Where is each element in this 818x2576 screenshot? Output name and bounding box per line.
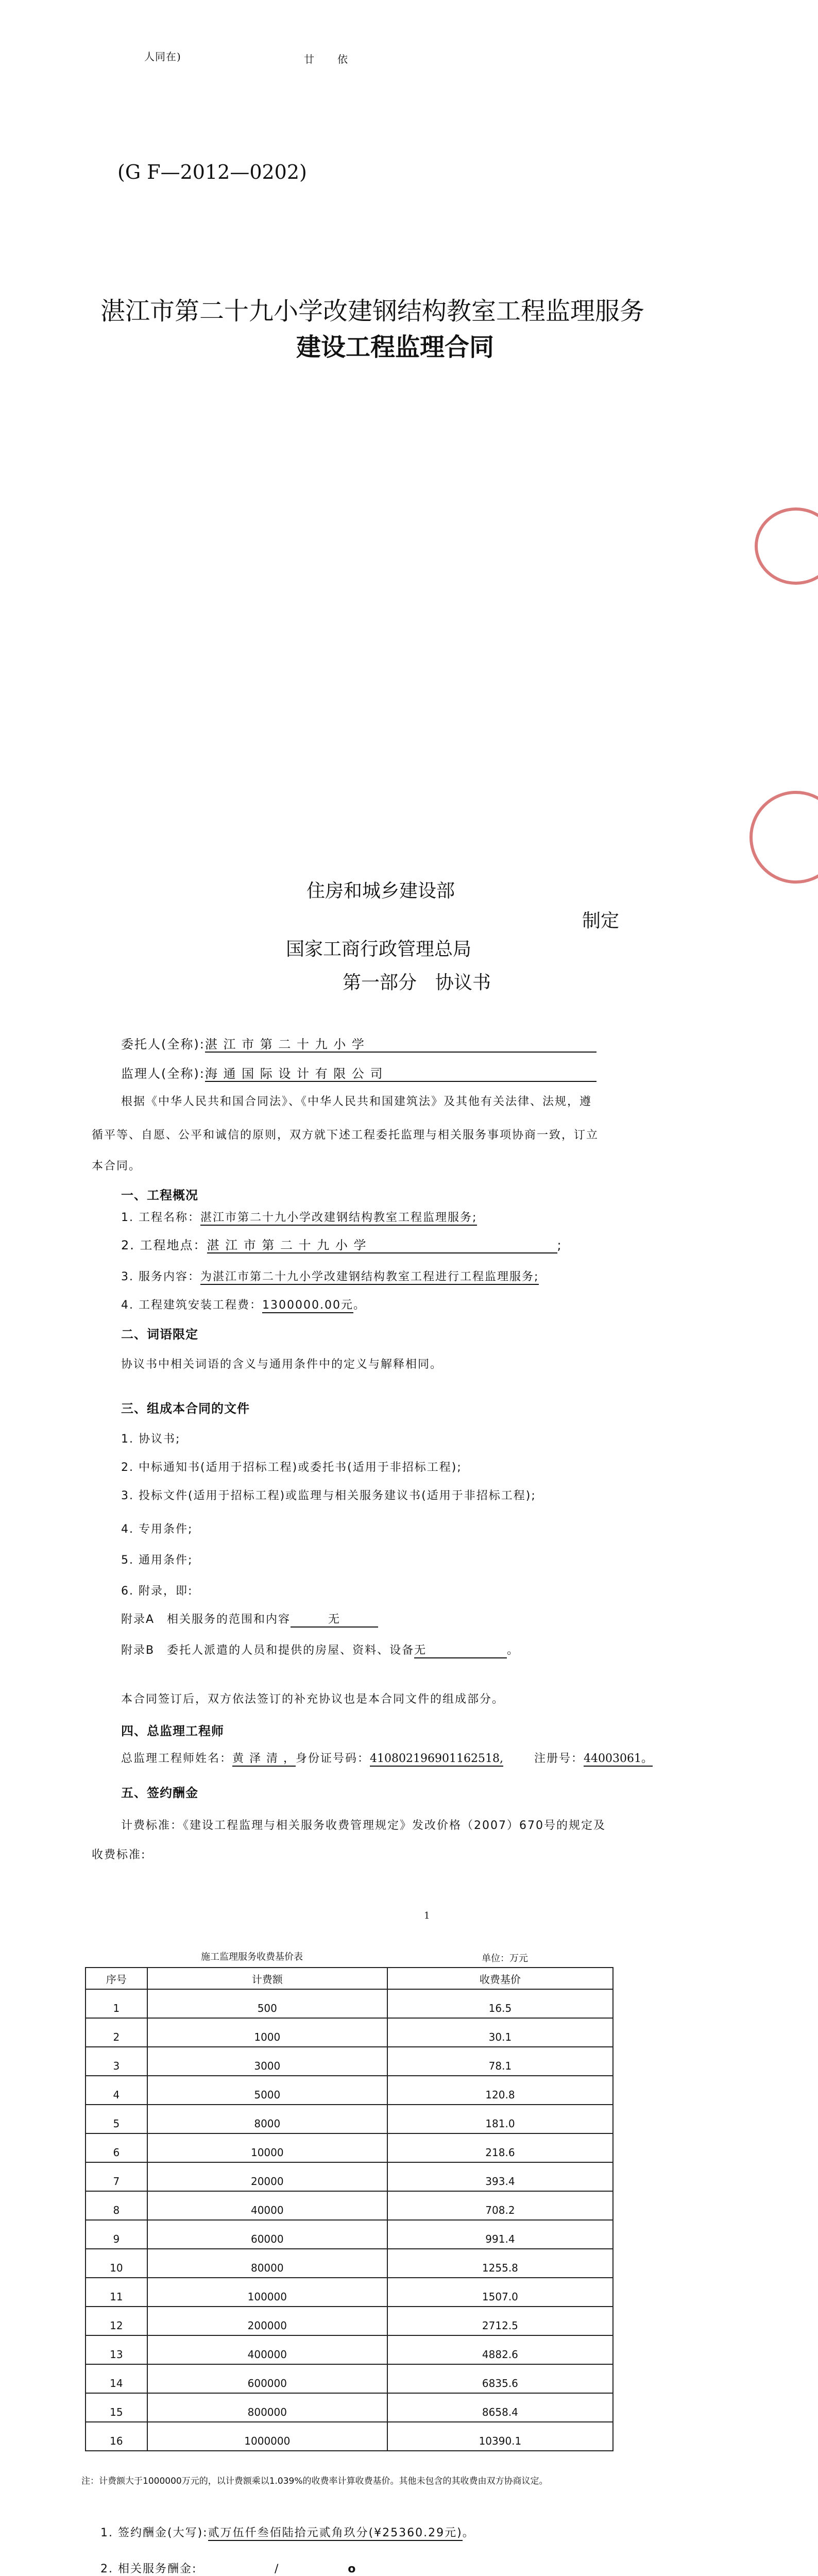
fee-table-note: 注：计费额大于1000000万元的，以计费额乘以1.039%的收费率计算收费基价。其他未包含的其收费由双方协商议定。 (81, 2476, 548, 2486)
related-fee-suffix: o (348, 2563, 357, 2575)
fee-table-title: 施工监理服务收费基价表 (201, 1952, 303, 1962)
client-row (121, 1038, 597, 1053)
signing-fee-value: 贰万伍仟叁佰陆拾元贰角玖分(¥25360.29元) (208, 2528, 463, 2541)
fee-row-index: 14 (86, 2364, 147, 2393)
appendix-b-value: 无 (414, 1645, 507, 1658)
fee-row-base-price: 6835.6 (387, 2364, 613, 2393)
service-content-label: 3. 服务内容： (121, 1270, 200, 1283)
fee-row-amount: 100000 (147, 2278, 387, 2307)
fee-table-header-cell: 序号 (86, 1968, 147, 1989)
fee-table-row (86, 2047, 613, 2076)
fee-table-row (86, 2393, 613, 2422)
fee-table (85, 1967, 614, 2451)
doc-item-6: 6. 附录，即: (121, 1585, 193, 1598)
fee-table-row (86, 2076, 613, 2105)
fee-table-header-cell: 收费基价 (387, 1968, 613, 1989)
chief-id-value: 410802196901162518, (370, 1753, 503, 1767)
fee-row-amount: 3000 (147, 2047, 387, 2076)
fee-row-base-price: 393.4 (387, 2162, 613, 2191)
fee-row-amount: 1000000 (147, 2422, 387, 2451)
part-title: 第一部分 协议书 (343, 972, 491, 993)
chief-reg-value: 44003061。 (584, 1753, 653, 1767)
fee-row-amount: 800000 (147, 2393, 387, 2422)
signing-fee-row (100, 2528, 475, 2541)
project-title: 湛江市第二十九小学改建钢结构教室工程监理服务 (100, 297, 645, 326)
related-fee-label: 2. 相关服务酬金: (100, 2563, 197, 2575)
fee-row-amount: 1000 (147, 2018, 387, 2047)
install-fee-row (121, 1300, 366, 1313)
fee-row-amount: 8000 (147, 2105, 387, 2133)
fee-row-index: 13 (86, 2335, 147, 2364)
fee-row-index: 8 (86, 2191, 147, 2220)
fee-row-base-price: 2712.5 (387, 2307, 613, 2335)
doc-item-4: 4. 专用条件; (121, 1523, 193, 1536)
chief-name-label: 总监理工程师姓名： (121, 1752, 233, 1765)
install-fee-suffix: 。 (353, 1299, 366, 1312)
chief-reg-label: 注册号： (534, 1752, 584, 1765)
related-fee-row (100, 2564, 356, 2575)
fee-row-amount: 500 (147, 1989, 387, 2018)
client-value: 湛 江 市 第 二 十 九 小 学 (205, 1038, 597, 1053)
fee-row-base-price: 16.5 (387, 1989, 613, 2018)
fee-row-index: 4 (86, 2076, 147, 2105)
doc-item-5: 5. 通用条件; (121, 1554, 193, 1567)
doc-item-3: 3. 投标文件(适用于招标工程)或监理与相关服务建议书(适用于非招标工程); (121, 1489, 536, 1502)
fee-table-row (86, 2105, 613, 2133)
fee-row-index: 3 (86, 2047, 147, 2076)
appendix-a-value: 无 (291, 1614, 378, 1628)
signing-fee-label: 1. 签约酬金(大写): (100, 2527, 208, 2539)
fee-table-row (86, 2162, 613, 2191)
fee-row-base-price: 8658.4 (387, 2393, 613, 2422)
related-fee-value: / (274, 2563, 280, 2575)
fee-table-row (86, 2335, 613, 2364)
fee-row-amount: 60000 (147, 2220, 387, 2249)
contract-code: (G F—2012—0202) (117, 161, 307, 183)
cover-fragment-left: 人同在) (144, 50, 181, 63)
preamble-line-3: 本合同。 (92, 1160, 142, 1173)
appendix-b-row (121, 1645, 519, 1658)
fee-row-amount: 40000 (147, 2191, 387, 2220)
fee-row-index: 10 (86, 2249, 147, 2278)
fee-row-base-price: 10390.1 (387, 2422, 613, 2451)
fee-row-index: 9 (86, 2220, 147, 2249)
client-label: 委托人(全称): (121, 1037, 205, 1052)
issuer-made: 制定 (582, 910, 620, 931)
fee-row-base-price: 1255.8 (387, 2249, 613, 2278)
fee-row-index: 1 (86, 1989, 147, 2018)
project-location-label: 2. 工程地点： (121, 1238, 207, 1252)
section-2-heading: 二、词语限定 (121, 1327, 198, 1342)
edge-stamp-upper (755, 507, 818, 585)
fee-table-row (86, 2422, 613, 2451)
fee-row-index: 11 (86, 2278, 147, 2307)
doc-item-2: 2. 中标通知书(适用于招标工程)或委托书(适用于非招标工程); (121, 1461, 462, 1474)
section-5-heading: 五、签约酬金 (121, 1786, 198, 1800)
fee-row-base-price: 218.6 (387, 2133, 613, 2162)
fee-row-index: 6 (86, 2133, 147, 2162)
section-4-heading: 四、总监理工程师 (121, 1724, 224, 1738)
fee-row-index: 2 (86, 2018, 147, 2047)
fee-table-row (86, 2191, 613, 2220)
fee-table-header-cell: 计费额 (147, 1968, 387, 1989)
contract-title: 建设工程监理合同 (296, 333, 495, 362)
fee-row-index: 12 (86, 2307, 147, 2335)
preamble-line-1: 根据《中华人民共和国合同法》、《中华人民共和国建筑法》及其他有关法律、法规，遵 (121, 1095, 592, 1108)
supplement-text: 本合同签订后，双方依法签订的补充协议也是本合同文件的组成部分。 (121, 1693, 505, 1706)
appendix-a-label: 附录A 相关服务的范围和内容 (121, 1613, 291, 1626)
supervisor-row (121, 1067, 597, 1082)
fee-table-row (86, 2307, 613, 2335)
fee-row-amount: 200000 (147, 2307, 387, 2335)
section-1-heading: 一、工程概况 (121, 1188, 198, 1202)
service-content-value: 为湛江市第二十九小学改建钢结构教室工程进行工程监理服务; (200, 1272, 539, 1285)
fee-row-base-price: 181.0 (387, 2105, 613, 2133)
cover-fragment-mid-2: 依 (337, 53, 348, 65)
page-number-1: 1 (424, 1910, 430, 1921)
edge-stamp-lower (749, 791, 818, 884)
section-3-heading: 三、组成本合同的文件 (121, 1401, 250, 1416)
fee-row-base-price: 708.2 (387, 2191, 613, 2220)
section-2-text: 协议书中相关词语的含义与通用条件中的定义与解释相同。 (121, 1358, 443, 1371)
signing-fee-suffix: 。 (462, 2527, 475, 2539)
fee-row-base-price: 78.1 (387, 2047, 613, 2076)
fee-row-index: 16 (86, 2422, 147, 2451)
fee-table-row (86, 2249, 613, 2278)
fee-standard-line-1: 计费标准：《建设工程监理与相关服务收费管理规定》发改价格（2007）670号的规定及 (121, 1819, 606, 1832)
appendix-a-row (121, 1614, 378, 1628)
fee-row-base-price: 120.8 (387, 2076, 613, 2105)
fee-row-amount: 5000 (147, 2076, 387, 2105)
project-location-suffix: ; (557, 1238, 563, 1252)
supervisor-label: 监理人(全称): (121, 1066, 205, 1081)
appendix-b-suffix: 。 (507, 1644, 520, 1657)
fee-row-amount: 80000 (147, 2249, 387, 2278)
fee-row-index: 15 (86, 2393, 147, 2422)
doc-item-1: 1. 协议书; (121, 1433, 181, 1446)
fee-row-amount: 400000 (147, 2335, 387, 2364)
project-location-value: 湛 江 市 第 二 十 九 小 学 (207, 1239, 557, 1253)
preamble-line-2: 循平等、自愿、公平和诚信的原则，双方就下述工程委托监理与相关服务事项协商一致，订立 (92, 1129, 599, 1142)
fee-row-amount: 20000 (147, 2162, 387, 2191)
chief-name-value: 黄 泽 清 ， (232, 1753, 296, 1767)
project-location-row (121, 1239, 563, 1253)
fee-standard-line-2: 收费标准: (92, 1849, 146, 1861)
fee-table-row (86, 2278, 613, 2307)
fee-row-base-price: 991.4 (387, 2220, 613, 2249)
fee-table-unit: 单位：万元 (482, 1953, 528, 1964)
appendix-b-label: 附录B 委托人派遣的人员和提供的房屋、资料、设备 (121, 1644, 415, 1657)
fee-row-index: 7 (86, 2162, 147, 2191)
project-name-label: 1. 工程名称： (121, 1211, 200, 1224)
fee-row-index: 5 (86, 2105, 147, 2133)
fee-table-row (86, 2364, 613, 2393)
fee-row-base-price: 4882.6 (387, 2335, 613, 2364)
fee-row-amount: 10000 (147, 2133, 387, 2162)
fee-table-header (86, 1968, 613, 1989)
install-fee-label: 4. 工程建筑安装工程费： (121, 1299, 262, 1312)
service-content-row (121, 1272, 539, 1285)
project-name-value: 湛江市第二十九小学改建钢结构教室工程监理服务; (200, 1212, 477, 1226)
chief-id-label: 身份证号码： (296, 1752, 370, 1765)
fee-row-amount: 600000 (147, 2364, 387, 2393)
cover-fragment-mid-1: 廿 (304, 53, 315, 65)
fee-table-row (86, 2133, 613, 2162)
project-name-row (121, 1212, 477, 1226)
fee-row-base-price: 30.1 (387, 2018, 613, 2047)
fee-row-base-price: 1507.0 (387, 2278, 613, 2307)
issuer-1: 住房和城乡建设部 (306, 880, 455, 902)
fee-table-row (86, 2018, 613, 2047)
fee-table-row (86, 1989, 613, 2018)
install-fee-value: 1300000.00元 (262, 1300, 353, 1313)
chief-engineer-row (121, 1753, 653, 1767)
issuer-2: 国家工商行政管理总局 (286, 939, 472, 960)
fee-table-row (86, 2220, 613, 2249)
supervisor-value: 海 通 国 际 设 计 有 限 公 司 (205, 1067, 597, 1082)
